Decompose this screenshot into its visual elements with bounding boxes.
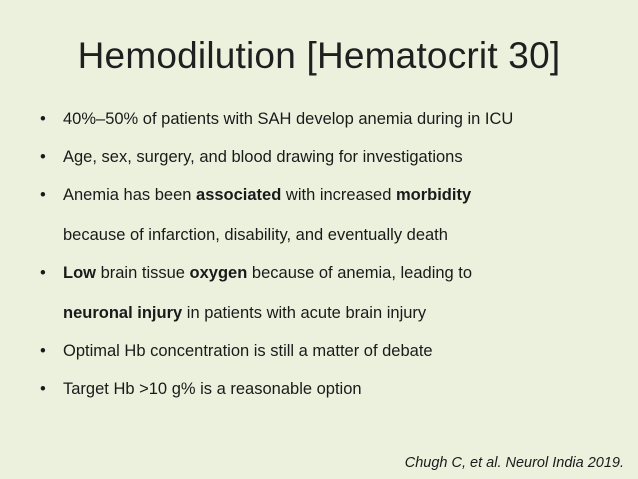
bullet-item <box>40 259 625 328</box>
bullet-dot-icon: • <box>40 110 46 128</box>
bullet-text: brain tissue <box>96 264 190 282</box>
bullet-text: 40%–50% of patients with SAH develop anemia during in ICU <box>63 110 514 128</box>
citation: Chugh C, et al. Neurol India 2019. <box>404 455 624 471</box>
bullet-item <box>40 181 625 250</box>
bullet-item <box>40 375 625 404</box>
bullet-dot-icon: • <box>40 264 46 282</box>
bullet-continuation <box>63 299 625 328</box>
bullet-dot-icon: • <box>40 148 46 166</box>
bullet-emphasis: associated <box>196 186 282 204</box>
bullet-item <box>40 105 625 134</box>
bullet-continuation: because of infarction, disability, and eventually death <box>63 226 448 244</box>
bullet-item <box>40 337 625 366</box>
bullet-text: Age, sex, surgery, and blood drawing for investigations <box>63 148 463 166</box>
bullet-emphasis: neuronal injury <box>63 304 183 322</box>
bullet-dot-icon: • <box>40 380 46 398</box>
bullet-text: with increased <box>281 186 396 204</box>
bullet-list <box>40 105 625 413</box>
bullet-text: Optimal Hb concentration is still a matter of debate <box>63 342 433 360</box>
slide-title: Hemodilution [Hematocrit 30] <box>77 35 561 76</box>
bullet-dot-icon: • <box>40 186 46 204</box>
bullet-emphasis: Low <box>63 264 96 282</box>
bullet-dot-icon: • <box>40 342 46 360</box>
bullet-text: because of anemia, leading to <box>247 264 473 282</box>
bullet-text: Anemia has been <box>63 186 197 204</box>
bullet-text: in patients with acute brain injury <box>182 304 427 322</box>
bullet-text: Target Hb >10 g% is a reasonable option <box>63 380 362 398</box>
bullet-emphasis: morbidity <box>395 186 472 204</box>
bullet-emphasis: oxygen <box>189 264 248 282</box>
bullet-item <box>40 143 625 172</box>
